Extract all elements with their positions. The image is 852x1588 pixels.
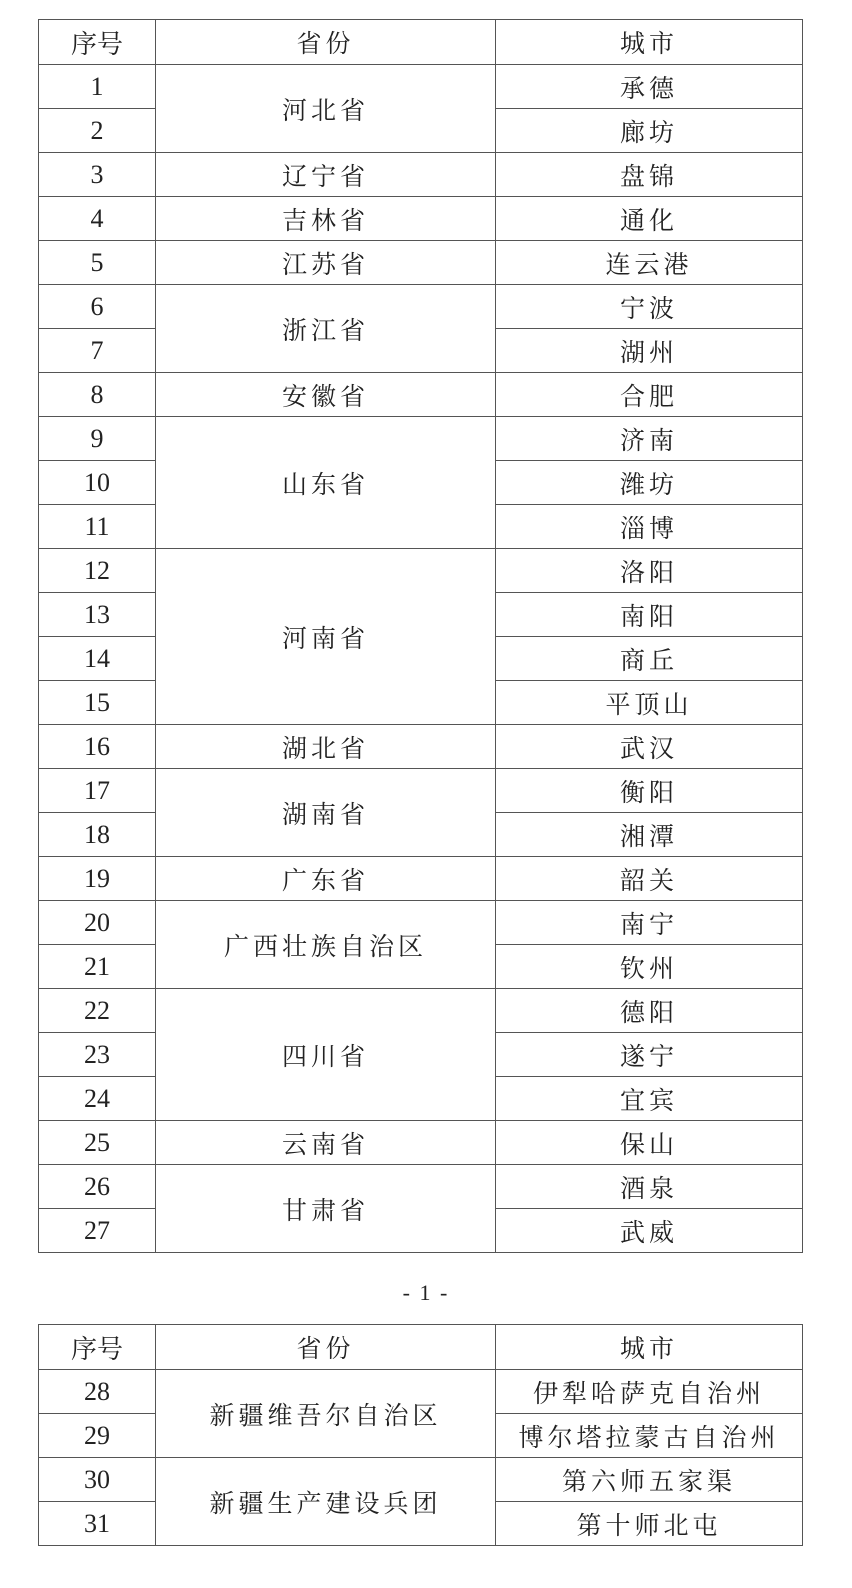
city-cell: 淄博 [496, 505, 803, 549]
city-cell: 连云港 [496, 241, 803, 285]
table-row [39, 1121, 803, 1165]
province-cell: 甘肃省 [156, 1165, 496, 1253]
city-cell: 保山 [496, 1121, 803, 1165]
row-number: 1 [39, 65, 156, 109]
row-number: 9 [39, 417, 156, 461]
row-number: 22 [39, 989, 156, 1033]
table-row [39, 1458, 803, 1502]
city-cell: 潍坊 [496, 461, 803, 505]
header-city: 城市 [496, 1325, 803, 1370]
city-cell: 南阳 [496, 593, 803, 637]
city-table-part-2 [38, 1324, 803, 1546]
city-cell: 洛阳 [496, 549, 803, 593]
table-row [39, 65, 803, 109]
city-table-part-1 [38, 19, 803, 1253]
header-number: 序号 [39, 20, 156, 65]
city-cell: 遂宁 [496, 1033, 803, 1077]
row-number: 12 [39, 549, 156, 593]
table-row [39, 725, 803, 769]
province-cell: 湖北省 [156, 725, 496, 769]
page-number: - 1 - [402, 1280, 450, 1305]
province-cell: 浙江省 [156, 285, 496, 373]
row-number: 16 [39, 725, 156, 769]
header-city: 城市 [496, 20, 803, 65]
row-number: 15 [39, 681, 156, 725]
row-number: 13 [39, 593, 156, 637]
city-cell: 湖州 [496, 329, 803, 373]
city-cell: 盘锦 [496, 153, 803, 197]
row-number: 26 [39, 1165, 156, 1209]
header-row [39, 20, 803, 65]
table-row [39, 1370, 803, 1414]
province-cell: 河北省 [156, 65, 496, 153]
table-row [39, 285, 803, 329]
row-number: 18 [39, 813, 156, 857]
row-number: 23 [39, 1033, 156, 1077]
row-number: 31 [39, 1502, 156, 1546]
row-number: 2 [39, 109, 156, 153]
city-cell: 通化 [496, 197, 803, 241]
row-number: 19 [39, 857, 156, 901]
row-number: 8 [39, 373, 156, 417]
header-number: 序号 [39, 1325, 156, 1370]
row-number: 24 [39, 1077, 156, 1121]
province-cell: 四川省 [156, 989, 496, 1121]
city-cell: 承德 [496, 65, 803, 109]
city-cell: 博尔塔拉蒙古自治州 [496, 1414, 803, 1458]
province-cell: 河南省 [156, 549, 496, 725]
city-cell: 衡阳 [496, 769, 803, 813]
table-row [39, 769, 803, 813]
province-cell: 广西壮族自治区 [156, 901, 496, 989]
city-cell: 南宁 [496, 901, 803, 945]
province-cell: 辽宁省 [156, 153, 496, 197]
city-cell: 合肥 [496, 373, 803, 417]
row-number: 25 [39, 1121, 156, 1165]
city-cell: 商丘 [496, 637, 803, 681]
province-cell: 山东省 [156, 417, 496, 549]
city-cell: 酒泉 [496, 1165, 803, 1209]
city-cell: 宜宾 [496, 1077, 803, 1121]
row-number: 17 [39, 769, 156, 813]
city-cell: 湘潭 [496, 813, 803, 857]
row-number: 3 [39, 153, 156, 197]
table-row [39, 373, 803, 417]
header-province: 省份 [156, 1325, 496, 1370]
province-cell: 湖南省 [156, 769, 496, 857]
table-row [39, 153, 803, 197]
table-row [39, 989, 803, 1033]
row-number: 29 [39, 1414, 156, 1458]
province-cell: 江苏省 [156, 241, 496, 285]
city-cell: 第六师五家渠 [496, 1458, 803, 1502]
province-cell: 云南省 [156, 1121, 496, 1165]
table-row [39, 417, 803, 461]
table-row [39, 197, 803, 241]
table-row [39, 1165, 803, 1209]
table-row [39, 241, 803, 285]
province-cell: 安徽省 [156, 373, 496, 417]
city-cell: 济南 [496, 417, 803, 461]
header-row [39, 1325, 803, 1370]
city-cell: 钦州 [496, 945, 803, 989]
table-row [39, 549, 803, 593]
city-cell: 廊坊 [496, 109, 803, 153]
city-cell: 德阳 [496, 989, 803, 1033]
row-number: 11 [39, 505, 156, 549]
row-number: 10 [39, 461, 156, 505]
table-row [39, 857, 803, 901]
row-number: 27 [39, 1209, 156, 1253]
row-number: 21 [39, 945, 156, 989]
row-number: 20 [39, 901, 156, 945]
province-cell: 新疆维吾尔自治区 [156, 1370, 496, 1458]
city-cell: 平顶山 [496, 681, 803, 725]
header-province: 省份 [156, 20, 496, 65]
row-number: 7 [39, 329, 156, 373]
row-number: 4 [39, 197, 156, 241]
table-row [39, 901, 803, 945]
city-cell: 武汉 [496, 725, 803, 769]
province-cell: 广东省 [156, 857, 496, 901]
row-number: 14 [39, 637, 156, 681]
province-cell: 吉林省 [156, 197, 496, 241]
row-number: 5 [39, 241, 156, 285]
row-number: 28 [39, 1370, 156, 1414]
city-cell: 韶关 [496, 857, 803, 901]
province-cell: 新疆生产建设兵团 [156, 1458, 496, 1546]
row-number: 30 [39, 1458, 156, 1502]
city-cell: 武威 [496, 1209, 803, 1253]
row-number: 6 [39, 285, 156, 329]
city-cell: 宁波 [496, 285, 803, 329]
city-cell: 伊犁哈萨克自治州 [496, 1370, 803, 1414]
city-cell: 第十师北屯 [496, 1502, 803, 1546]
